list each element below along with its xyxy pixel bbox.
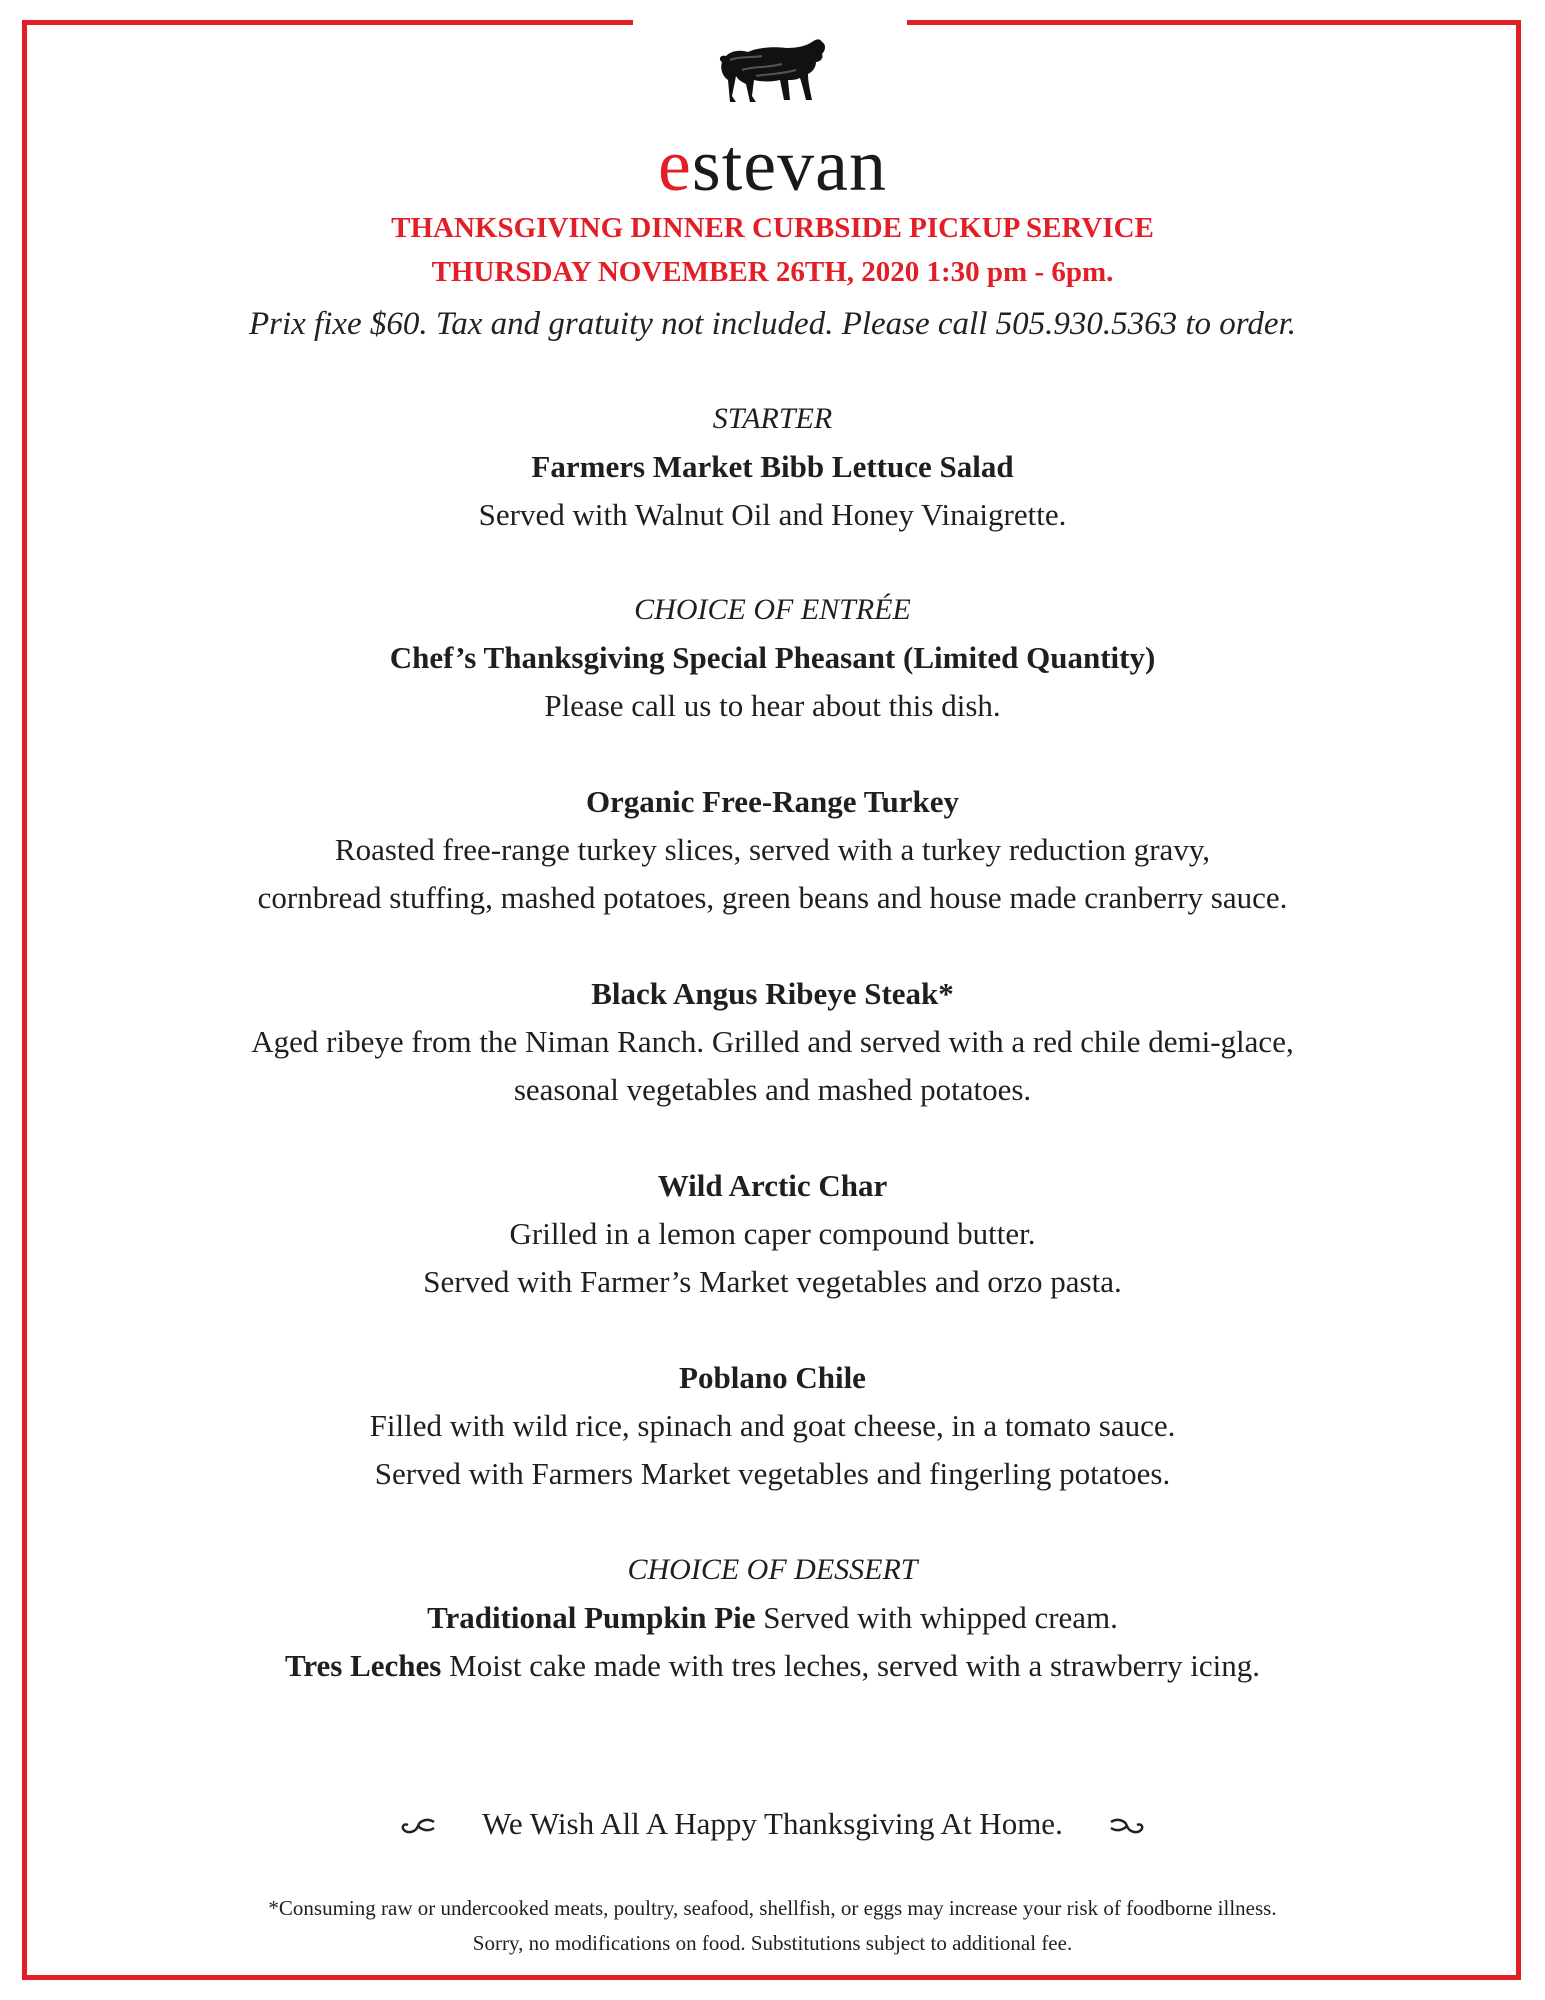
flourish-left-icon [398,1816,440,1838]
section-heading-dessert: CHOICE OF DESSERT [627,1553,918,1586]
dessert-description: Moist cake made with tres leches, served with a strawberry icing. [441,1648,1261,1683]
dessert-item [0,1645,1545,1687]
dish-description: Grilled in a lemon caper compound butter. [509,1216,1036,1251]
dish-description: Roasted free-range turkey slices, served with a turkey reduction gravy, [334,832,1211,867]
lamb-icon [712,30,832,110]
brand-rest: stevan [691,125,887,207]
brand-name [0,124,1545,208]
dish-description: Aged ribeye from the Niman Ranch. Grilled and served with a red chile demi-glace, [251,1024,1294,1059]
modification-note: Sorry, no modifications on food. Substitutions subject to additional fee. [472,1931,1073,1955]
event-title: THANKSGIVING DINNER CURBSIDE PICKUP SERVICE [391,212,1154,244]
frame-top-right [907,20,1521,25]
closing-text: We Wish All A Happy Thanksgiving At Home. [482,1806,1063,1841]
event-date: THURSDAY NOVEMBER 26TH, 2020 1:30 pm - 6pm. [431,256,1114,288]
dish-name: Poblano Chile [679,1360,866,1395]
dish-description: seasonal vegetables and mashed potatoes. [513,1072,1032,1107]
section-heading-starter: STARTER [712,402,833,435]
dish-name: Organic Free-Range Turkey [585,784,960,819]
dish-description: cornbread stuffing, mashed potatoes, green beans and house made cranberry sauce. [257,880,1288,915]
dessert-name: Tres Leches [284,1648,442,1683]
closing-line [0,1803,1545,1845]
dish-description: Served with Farmer’s Market vegetables and orzo pasta. [423,1264,1122,1299]
frame-bottom [22,1975,1521,1980]
dish-description: Filled with wild rice, spinach and goat cheese, in a tomato sauce. [369,1408,1176,1443]
dish-description: Please call us to hear about this dish. [544,688,1001,723]
health-disclaimer: *Consuming raw or undercooked meats, poultry, seafood, shellfish, or eggs may increase your risk of foodborne illness. [268,1896,1277,1920]
dessert-description: Served with whipped cream. [755,1600,1118,1635]
section-heading-entree: CHOICE OF ENTRÉE [634,593,911,626]
dish-name: Chef’s Thanksgiving Special Pheasant (Limited Quantity) [389,640,1156,675]
dish-description: Served with Walnut Oil and Honey Vinaigrette. [478,497,1067,532]
brand-initial: e [658,125,692,207]
prix-fixe-note: Prix fixe $60. Tax and gratuity not included. Please call 505.930.5363 to order. [248,306,1297,342]
flourish-right-icon [1105,1816,1147,1838]
dessert-item [0,1597,1545,1639]
dessert-name: Traditional Pumpkin Pie [427,1600,756,1635]
frame-top-left [22,20,633,25]
dish-description: Served with Farmers Market vegetables and fingerling potatoes. [374,1456,1171,1491]
dish-name: Black Angus Ribeye Steak* [591,976,954,1011]
dish-name: Wild Arctic Char [657,1168,888,1203]
dish-name: Farmers Market Bibb Lettuce Salad [531,449,1014,484]
